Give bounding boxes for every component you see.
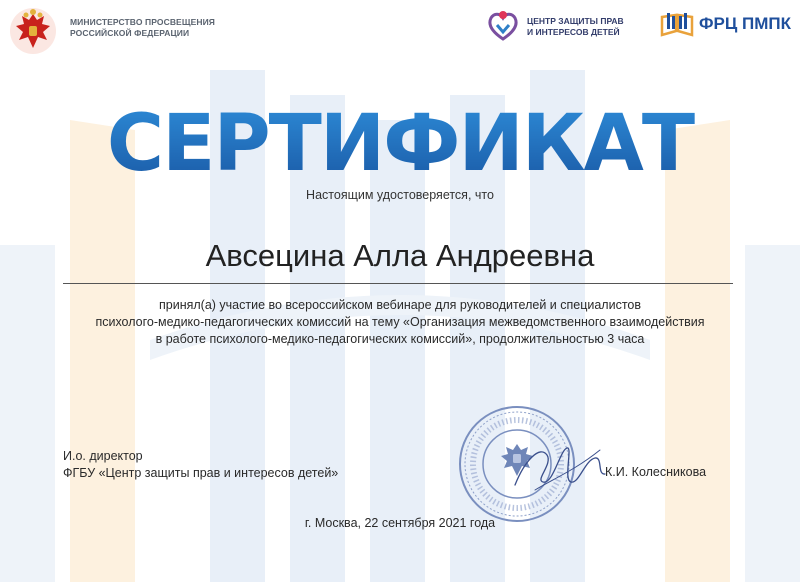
handwritten-signature-icon: [505, 430, 615, 500]
center-name: [527, 16, 647, 38]
certify-text: Настоящим удостоверяется, что: [306, 188, 494, 202]
recipient-name: Авсецина Алла Андреевна: [205, 238, 595, 273]
certificate-title: СЕРТИФИКАТ: [0, 102, 800, 186]
signer-position-line-2: ФГБУ «Центр защиты прав и интересов детей»: [63, 466, 339, 480]
center-line-1: ЦЕНТР ЗАЩИТЫ ПРАВ: [527, 16, 624, 26]
ministry-line-2: РОССИЙСКОЙ ФЕДЕРАЦИИ: [70, 28, 190, 38]
description-line-3: в работе психолого-медико-педагогических комиссий», продолжительностью 3 часа: [155, 332, 645, 346]
description-line-2: психолого-медико-педагогических комиссий на тему «Организация межведомственного взаимодействия: [95, 315, 705, 329]
ministry-name: [70, 17, 230, 39]
ministry-line-1: МИНИСТЕРСТВО ПРОСВЕЩЕНИЯ: [70, 17, 216, 27]
signer-name: К.И. Колесникова: [605, 465, 707, 479]
double-headed-eagle-emblem-icon: [8, 6, 58, 56]
center-line-2: И ИНТЕРЕСОВ ДЕТЕЙ: [527, 27, 620, 37]
child-heart-logo-icon: [487, 8, 519, 42]
place-and-date: г. Москва, 22 сентября 2021 года: [304, 516, 496, 530]
frc-pmpk-label: ФРЦ ПМПК: [699, 14, 791, 33]
certificate-description: [0, 297, 800, 348]
name-underline: [63, 283, 733, 284]
signer-position-line-1: И.о. директор: [63, 449, 143, 463]
book-logo-icon: [660, 11, 694, 37]
signer-position: [63, 448, 338, 482]
description-line-1: принял(а) участие во всероссийском вебинаре для руководителей и специалистов: [158, 298, 642, 312]
